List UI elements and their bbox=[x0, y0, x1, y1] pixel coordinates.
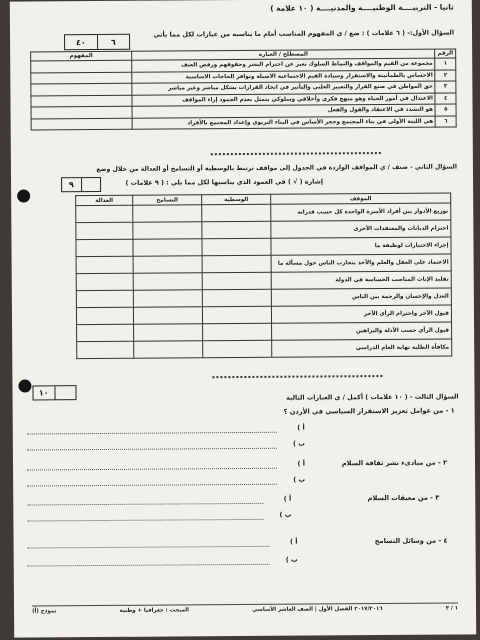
checkbox-cell[interactable] bbox=[76, 290, 133, 307]
table-row: احترام الديانات والمعتقدات الأخرى bbox=[76, 220, 451, 240]
punch-hole bbox=[18, 379, 31, 392]
page-footer bbox=[32, 603, 458, 615]
section-divider bbox=[212, 375, 382, 378]
answer-cell[interactable] bbox=[31, 60, 132, 72]
checkbox-cell[interactable] bbox=[76, 256, 133, 273]
table-row: ١ مجموعة من القيم والمواقف والنماط السلوك تعبر عن احترام البشر وحقوقهم ورفض العنف bbox=[31, 58, 456, 72]
q3-item-a-label: أ ) bbox=[297, 423, 305, 432]
checkbox-cell[interactable] bbox=[202, 204, 271, 221]
q3-item-b-label: ب ) bbox=[279, 510, 292, 519]
checkbox-cell[interactable] bbox=[203, 323, 272, 340]
answer-cell[interactable] bbox=[31, 106, 132, 118]
col-header: المصطلح / العبارة bbox=[132, 49, 436, 60]
checkbox-cell[interactable] bbox=[203, 340, 272, 357]
term-info: ٢٠١٧/٢٠١٦ الفصل الأول | الصف العاشر الأساسي bbox=[252, 606, 383, 613]
score-box-q1 bbox=[64, 34, 130, 50]
q3-item-prompt: ١ - من عوامل تعزيز الاستقرار السياسي في الأردن ؟ bbox=[283, 406, 455, 416]
table-row: تقليد الإناث المناصب الحساسة في الدولة bbox=[76, 271, 451, 291]
checkbox-cell[interactable] bbox=[76, 222, 133, 239]
model-info: نموذج (أ) bbox=[32, 608, 57, 615]
q3-item-b-label: ب ) bbox=[293, 475, 306, 484]
table-row: الاعتماد على العقل والعلم والأخذ بتجارب الناس حول مسألة ما bbox=[76, 254, 451, 274]
answer-line[interactable] bbox=[27, 503, 263, 506]
table-row: قبول الآخر واحترام الرأي الآخر bbox=[76, 305, 451, 325]
score-obtained: ٩ bbox=[68, 180, 74, 190]
answer-line[interactable] bbox=[28, 564, 270, 567]
q3-instruction: السؤال الثالث - ( ١٠ علامات ) أكمل / ي العبارات التالية bbox=[286, 392, 459, 402]
col-header: العدالة bbox=[76, 195, 133, 205]
checkbox-cell[interactable] bbox=[133, 273, 202, 290]
checkbox-cell[interactable] bbox=[77, 341, 134, 358]
checkbox-cell[interactable] bbox=[202, 272, 271, 289]
subject-info: المبحث : جغرافيا + وطنية bbox=[119, 607, 190, 614]
checkbox-cell[interactable] bbox=[133, 256, 202, 273]
q1-table bbox=[30, 49, 457, 131]
col-header: الرقم bbox=[435, 49, 456, 58]
answer-line[interactable] bbox=[27, 519, 263, 522]
q3-item-a-label: أ ) bbox=[289, 537, 298, 546]
exam-paper bbox=[10, 0, 476, 638]
checkbox-cell[interactable] bbox=[134, 341, 203, 358]
table-row: ٦ هي اللبنة الأولى في بناء المجتمع وحجر الأساس في البناء التربوي وإعداد المجتمع بالأفراد bbox=[31, 116, 456, 130]
punch-hole bbox=[17, 189, 30, 202]
table-row: ٣ حق المواطن في صنع القرار والتعبير العلني والتأثير في اتخاذ القرارات بشكل مباشر وغير مباشر bbox=[31, 81, 456, 95]
section-divider bbox=[211, 152, 381, 155]
checkbox-cell[interactable] bbox=[133, 205, 202, 222]
q3-item-prompt: ٣ - من معيقات السلام bbox=[367, 493, 440, 503]
q3-item-b-label: ب ) bbox=[292, 439, 305, 448]
table-row: مكافأة الطلبة نهاية العام الدراسي bbox=[77, 339, 452, 359]
answer-cell[interactable] bbox=[31, 83, 132, 95]
q3-item-prompt: ٢ - من مبادىء نشر ثقافة السلام bbox=[341, 458, 448, 468]
score-box-q2 bbox=[61, 177, 101, 192]
checkbox-cell[interactable] bbox=[134, 324, 203, 341]
answer-line[interactable] bbox=[27, 468, 277, 471]
answer-line[interactable] bbox=[27, 484, 277, 487]
page-number: ١ / ٣ bbox=[445, 605, 459, 612]
answer-cell[interactable] bbox=[31, 118, 132, 130]
checkbox-cell[interactable] bbox=[133, 307, 202, 324]
col-header: التسامح bbox=[133, 195, 202, 205]
table-row: قبول الرأي حسب الأدلة والبراهين bbox=[77, 322, 452, 342]
checkbox-cell[interactable] bbox=[77, 324, 134, 341]
q1-instruction: السؤال الأول:- ( ٦ علامات ) : ضع / ي المفهوم المناسب أمام ما يناسبه من عبارات لكل مما يأتي bbox=[153, 28, 455, 39]
answer-cell[interactable] bbox=[31, 72, 132, 84]
q3-item-prompt: ٤ - من وسائل التسامح bbox=[374, 536, 448, 546]
table-row: العدل والإحسان والرحمة بين الناس bbox=[76, 288, 451, 308]
col-header: الوسطية bbox=[202, 194, 271, 204]
q2-instruction-line1: السؤال الثاني - صنف / ي المواقف الواردة في الجدول إلى مواقف ترتبط بالوسطية أو التسامح أو العدالة من خلال وضع bbox=[96, 163, 457, 174]
q3-item-a-label: أ ) bbox=[297, 459, 306, 468]
checkbox-cell[interactable] bbox=[76, 273, 133, 290]
checkbox-cell[interactable] bbox=[133, 222, 202, 239]
answer-cell[interactable] bbox=[31, 95, 132, 107]
checkbox-cell[interactable] bbox=[202, 306, 271, 323]
checkbox-cell[interactable] bbox=[202, 238, 271, 255]
table-row: ٥ هو التشدد في الاعتقاد والقول والفعل bbox=[31, 104, 456, 118]
q3-item-a-label: أ ) bbox=[283, 494, 292, 503]
q2-instruction-line2: إشارة ( √ ) في العمود الذي يناسبها لكل مما يلي : ( ٩ علامات ) bbox=[125, 177, 324, 187]
checkbox-cell[interactable] bbox=[76, 205, 133, 222]
answer-line[interactable] bbox=[27, 448, 277, 451]
q2-table bbox=[75, 193, 452, 360]
checkbox-cell[interactable] bbox=[202, 221, 271, 238]
table-row: إجراء الاختبارات لوظيفة ما bbox=[76, 237, 451, 257]
table-row: توزيع الأدوار بين أفراد الأسرة الواحدة كل حسب قدراته bbox=[76, 203, 451, 223]
score-box-q3 bbox=[32, 385, 76, 400]
score-obtained: ١٠ bbox=[38, 388, 49, 398]
q3-item-b-label: ب ) bbox=[285, 555, 298, 564]
checkbox-cell[interactable] bbox=[76, 239, 133, 256]
table-row: ٤ الاعتدال في أمور الحياة وهو منهج فكري وأخلاقي وسلوكي يتمثل بعدم الجمود إزاء المواقف bbox=[31, 93, 456, 107]
checkbox-cell[interactable] bbox=[133, 290, 202, 307]
col-header: المفهوم bbox=[31, 51, 132, 61]
score-obtained: ٦ bbox=[110, 37, 116, 47]
checkbox-cell[interactable] bbox=[76, 307, 133, 324]
section-title: ثانيا - التربيــــة الوطنيــــة والمدنيــــة ( ١٠ علامة ) bbox=[270, 2, 454, 13]
col-header: الموقف bbox=[271, 193, 451, 204]
answer-line[interactable] bbox=[27, 432, 277, 435]
score-total: ٤٠ bbox=[75, 37, 86, 47]
answer-line[interactable] bbox=[28, 546, 270, 549]
checkbox-cell[interactable] bbox=[202, 255, 271, 272]
table-row: ٢ الاحساس بالطمأنينة والاستقرار وسيادة القيم الاجتماعية الاصيلة وتوافر الحاجات الاساسية bbox=[31, 70, 456, 84]
checkbox-cell[interactable] bbox=[133, 239, 202, 256]
checkbox-cell[interactable] bbox=[202, 289, 271, 306]
